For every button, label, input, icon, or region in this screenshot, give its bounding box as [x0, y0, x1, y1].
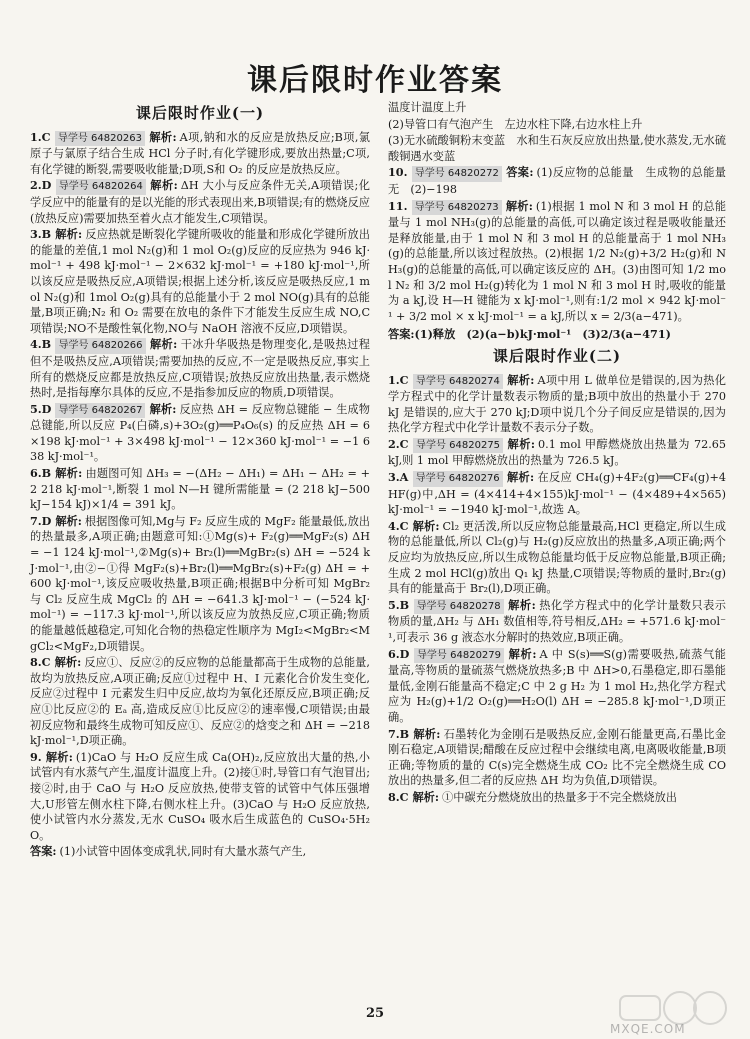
left-item	[30, 337, 370, 400]
guide-number: 导学号 64820267	[55, 403, 145, 419]
guide-number: 导学号 64820278	[414, 599, 504, 615]
label: 解析:	[149, 178, 178, 193]
left-item	[30, 178, 370, 226]
question-number: 7.B	[388, 726, 414, 741]
section-title-2: 课后限时作业(二)	[492, 346, 622, 365]
item-text: A项,钠和水的反应是放热反应;B项,氯原子与氯原子结合生成 HCl 分子时,有化学键形成,要放出热量;C项,有化学键的断裂,需要吸收能量;D项,S和 O₂ 的反应是放热反应。	[30, 130, 370, 176]
label: 解析:	[507, 436, 536, 451]
item-text: 反应①、反应②的反应物的总能量都高于生成物的总能量,故均为放热反应,A项正确;反应①过程中 H、I 元素化合价发生变化,反应②过程中 I 元素发生归中反应,故均为氧化还原反应,B项正确;反应①比反应②的 Eₐ 高,造成反应①比反应②的速率慢,C项错误;由最初反应物和最终生成物可知反应①、反应②的焓变之和 ΔH = −218 kJ·mol⁻¹,D项正确。	[30, 656, 370, 748]
right-items-b	[388, 373, 726, 806]
guide-number: 导学号 64820279	[414, 648, 504, 664]
left-item	[30, 466, 370, 513]
label: 解析:	[412, 518, 440, 533]
label: 解析:	[149, 337, 178, 352]
item-text: (1)CaO 与 H₂O 反应生成 Ca(OH)₂,反应放出大量的热,小试管内有水蒸气产生,温度计温度上升。(2)接①时,导管口有气泡冒出;接②时,由于 CaO 与 H₂O 反应放热,使带支管的试管中气体压强增大,U形管左侧水柱下降,右侧水柱上升。(3)CaO 与 H₂O 反应放热,使小试管内水分蒸发,无水 CuSO₄ 吸水后生成蓝色的 CuSO₄·5H₂O。	[30, 750, 370, 842]
label: 解析:	[508, 646, 537, 661]
item-text: (1)反应物的总能量 生成物的总能量 无 (2)−198	[388, 166, 738, 196]
item-text: ①中碳充分燃烧放出的热量多于不完全燃烧放出	[442, 790, 677, 804]
right-items-a	[388, 165, 738, 324]
page-number: 25	[365, 1006, 385, 1021]
question-number: 8.C	[388, 789, 413, 804]
question-number: 5.D	[30, 401, 56, 416]
section-title-1: 课后限时作业(一)	[135, 104, 265, 122]
right-b-item	[388, 470, 726, 518]
question-number: 4.C	[388, 518, 413, 533]
item-text: 0.1 mol 甲醇燃烧放出热量为 72.65 kJ,则 1 mol 甲醇燃烧放出的热量为 726.5 kJ。	[388, 437, 726, 468]
left-item	[30, 750, 370, 844]
label: 解析:	[149, 401, 177, 416]
label: 解析:	[412, 789, 439, 804]
left-item	[30, 130, 370, 178]
left-item	[30, 402, 370, 465]
answer-11: 答案:(1)释放 (2)(a−b)kJ·mol⁻¹ (3)2/3(a−471)	[388, 327, 671, 342]
question-number: 1.C	[30, 129, 55, 144]
question-number: 7.D	[30, 513, 56, 528]
guide-number: 导学号 64820276	[413, 471, 503, 487]
question-number: 2.D	[30, 178, 56, 193]
item-text: A项中用 L 做单位是错误的,因为热化学方程式中的化学计量数表示物质的量;B项中放出的热量小于 270 kJ 是错误的,应大于 270 kJ;D项中说几个分子间反应是错误的,因为热化学方程式中化学计量数不表示分子数。	[388, 373, 726, 435]
guide-number: 导学号 64820272	[412, 166, 502, 182]
left-items	[30, 130, 370, 860]
left-item	[30, 655, 370, 749]
guide-number: 导学号 64820266	[55, 338, 145, 354]
item-text: 石墨转化为金刚石是吸热反应,金刚石能量更高,石墨比金刚石稳定,A项错误;醋酸在反应过程中会继续电离,电离吸收能量,B项正确;等物质的量的 C(s)完全燃烧生成 CO₂ 比不完全燃烧生成 CO 放出的热量多,但二者的反应热 ΔH 均为负值,D项错误。	[388, 727, 726, 788]
continued-answer	[388, 100, 726, 164]
right-b-item	[388, 519, 726, 597]
right-b-item	[388, 437, 726, 469]
right-column	[388, 100, 738, 807]
question-number: 6.B	[30, 466, 56, 481]
right-b-item	[388, 647, 726, 726]
question-number: 1.C	[388, 372, 413, 387]
label: 解析:	[55, 466, 83, 481]
continued-line: (3)无水硫酸铜粉末变蓝 水和生石灰反应放出热量,使水蒸发,无水硫酸铜遇水变蓝	[388, 134, 726, 163]
question-number: 5.B	[388, 597, 414, 612]
left-item	[30, 227, 370, 336]
label: 解析:	[506, 372, 535, 387]
item-text: 热化学方程式中的化学计量数只表示物质的量,ΔH₂ 与 ΔH₁ 数值相等,符号相反,ΔH₂ = +571.6 kJ·mol⁻¹,可表示 36 g 液态水分解时的热效应,B项正确。	[388, 598, 726, 644]
item-text: Cl₂ 更活泼,所以反应物总能量最高,HCl 更稳定,所以生成物的总能量低,所以 Cl₂(g)与 H₂(g)反应放出的热量多,A项正确;两个反应均为放热反应,所以生成物总能量均低于反应物总能量,B项正确;生成 2 mol HCl(g)放出 Q₁ kJ 热量,C项错误;等物质的量时,Br₂(g)具有的能量高于 Br₂(l),D项正确。	[388, 519, 726, 596]
page-title: 课后限时作业答案	[247, 63, 503, 98]
question-number: 8.C	[30, 655, 55, 670]
item-text: 反应热 ΔH = 反应物总键能 − 生成物总键能,所以反应 P₄(白磷,s)+3O₂(g)══P₄O₆(s) 的反应热 ΔH = 6×198 kJ·mol⁻¹ + 3×498 kJ·mol⁻¹ − 12×360 kJ·mol⁻¹ = −1 638 kJ·mol⁻¹。	[30, 402, 370, 464]
question-number: 4.B	[30, 337, 56, 352]
label: 解析:	[507, 597, 536, 612]
left-item	[30, 844, 370, 860]
item-text: ΔH 大小与反应条件无关,A项错误;化学反应中的能量有的是以光能的形式表现出来,B项错误;有的燃烧反应(放热反应)需要加热至着火点才能发生,C项错误。	[30, 179, 370, 225]
item-text: A 中 S(s)══S(g)需要吸热,硫蒸气能量高,等物质的量硫蒸气燃烧放热多;B 中 ΔH>0,石墨稳定,即石墨能量低,金刚石能量高不稳定;C 中 2 g H₂ 为 1 mol H₂,热化学方程式应为 H₂(g)+1/2 O₂(g)══H₂O(l) ΔH = −285.8 kJ·mol⁻¹,D项正确。	[388, 647, 726, 724]
item-text: 在反应 CH₄(g)+4F₂(g)══CF₄(g)+4HF(g)中,ΔH = (4×414+4×155)kJ·mol⁻¹ − (4×489+4×565)kJ·mol⁻¹ = −1940 kJ·mol⁻¹,故选 A。	[388, 471, 726, 517]
question-number: 2.C	[388, 436, 413, 451]
left-item	[30, 514, 370, 654]
right-b-item	[388, 790, 726, 806]
guide-number: 导学号 64820274	[413, 374, 503, 390]
question-number: 10.	[388, 165, 412, 180]
question-number: 9.	[30, 749, 46, 764]
guide-number: 导学号 64820273	[412, 200, 502, 216]
label: 解析:	[55, 227, 83, 242]
label: 解析:	[55, 513, 82, 528]
continued-line: 温度计温度上升	[388, 101, 467, 114]
question-number: 11.	[388, 198, 412, 213]
continued-line: (2)导管口有气泡产生 左边水柱下降,右边水柱上升	[388, 117, 643, 131]
item-text: 根据图像可知,Mg与 F₂ 反应生成的 MgF₂ 能量最低,放出的热量最多,A项正确;由题意可知:①Mg(s)+ F₂(g)══MgF₂(s) ΔH = −1 124 kJ·mol⁻¹,②Mg(s)+ Br₂(l)══MgBr₂(s) ΔH = −524 kJ·mol⁻¹,由②−①得 MgF₂(s)+Br₂(l)══MgBr₂(s)+F₂(g) ΔH = +600 kJ·mol⁻¹,该反应吸收热量,B项正确;根据B中分析可知 MgBr₂ 与 Cl₂ 反应生成 MgCl₂ 的 ΔH = −641.3 kJ·mol⁻¹ − (−524 kJ·mol⁻¹) = −117.3 kJ·mol⁻¹,所以该反应为放热反应,C项正确;物质的能量越低越稳定,可知化合物的热稳定性顺序为 MgI₂<MgBr₂<MgCl₂<MgF₂,D项错误。	[30, 514, 370, 653]
right-b-item	[388, 373, 726, 436]
label: 答案:	[505, 165, 534, 180]
label: 解析:	[148, 129, 177, 144]
item-text: 反应热就是断裂化学键所吸收的能量和形成化学键所放出的能量的差值,1 mol N₂(g)和 1 mol O₂(g)反应的反应热为 946 kJ·mol⁻¹ + 498 kJ·mol⁻¹ − 2×632 kJ·mol⁻¹ = +180 kJ·mol⁻¹,所以该反应是吸热反应,A项错误;根据上述分析,该反应是吸热反应,1 mol N₂(g)和 1mol O₂(g)具有的总能量小于 2 mol NO(g)具有的总能量,B项正确;N₂ 和 O₂ 需要在放电的条件下才能发生反应生成 NO,C项错误;NO不是酸性氧化物,NO与 NaOH 溶液不反应,D项错误。	[30, 228, 370, 335]
label: 解析:	[506, 470, 535, 485]
label: 解析:	[413, 726, 441, 741]
guide-number: 导学号 64820263	[55, 131, 145, 147]
label: 解析:	[505, 198, 533, 213]
right-b-item	[388, 598, 726, 646]
item-text: 干冰升华吸热是物理变化,是吸热过程但不是吸热反应,A项错误;需要加热的反应,不一定是吸热反应,事实上所有的燃烧反应都是放热反应,C项错误;放热反应放出热量,表示燃烧热时,是指每摩尔具体的反应,不是指参加反应的物质,D项错误。	[30, 338, 370, 400]
item-text: (1)小试管中固体变成乳状,同时有大量水蒸气产生,	[59, 845, 307, 859]
right-a-item	[388, 199, 726, 325]
guide-number: 导学号 64820275	[413, 438, 503, 454]
question-number: 3.A	[388, 470, 413, 485]
right-a-item	[388, 165, 738, 197]
right-b-item	[388, 727, 726, 789]
label: 解析:	[54, 655, 82, 670]
item-text: 由题图可知 ΔH₃ = −(ΔH₂ − ΔH₁) = ΔH₁ − ΔH₂ = +2 218 kJ·mol⁻¹,断裂 1 mol N—H 键所需能量 = (2 218 kJ−500 kJ−154 kJ)×1/4 = 391 kJ。	[30, 467, 370, 512]
left-column	[30, 100, 370, 861]
label: 答案:	[30, 844, 57, 859]
question-number: 3.B	[30, 227, 56, 242]
question-number: 6.D	[388, 646, 414, 661]
guide-number: 导学号 64820264	[56, 179, 146, 195]
item-text: (1)根据 1 mol N 和 3 mol H 的总能量与 1 mol NH₃(g)的总能量的高低,可以确定该过程是吸收能量还是释放能量,由于 1 mol N 和 3 mol H 的总能量高于 1 mol NH₃(g)的总能量,所以该过程放热。(2)根据 1/2 N₂(g)+3/2 H₂(g)和 NH₃(g)的总能量的高低,可以确定该反应的 ΔH。(3)由图可知 1/2 mol N₂ 和 3/2 mol H₂(g)转化为 1 mol N 和 3 mol H 时,吸收的能量为 a kJ,设 H—H 键能为 x kJ·mol⁻¹,则有:1/2 mol × 942 kJ·mol⁻¹ + 3/2 mol × x kJ·mol⁻¹ = a kJ,所以 x = 2/3(a−471)。	[388, 199, 727, 323]
label: 解析:	[45, 749, 73, 764]
watermark-text: MXQE.COM	[610, 1022, 686, 1036]
